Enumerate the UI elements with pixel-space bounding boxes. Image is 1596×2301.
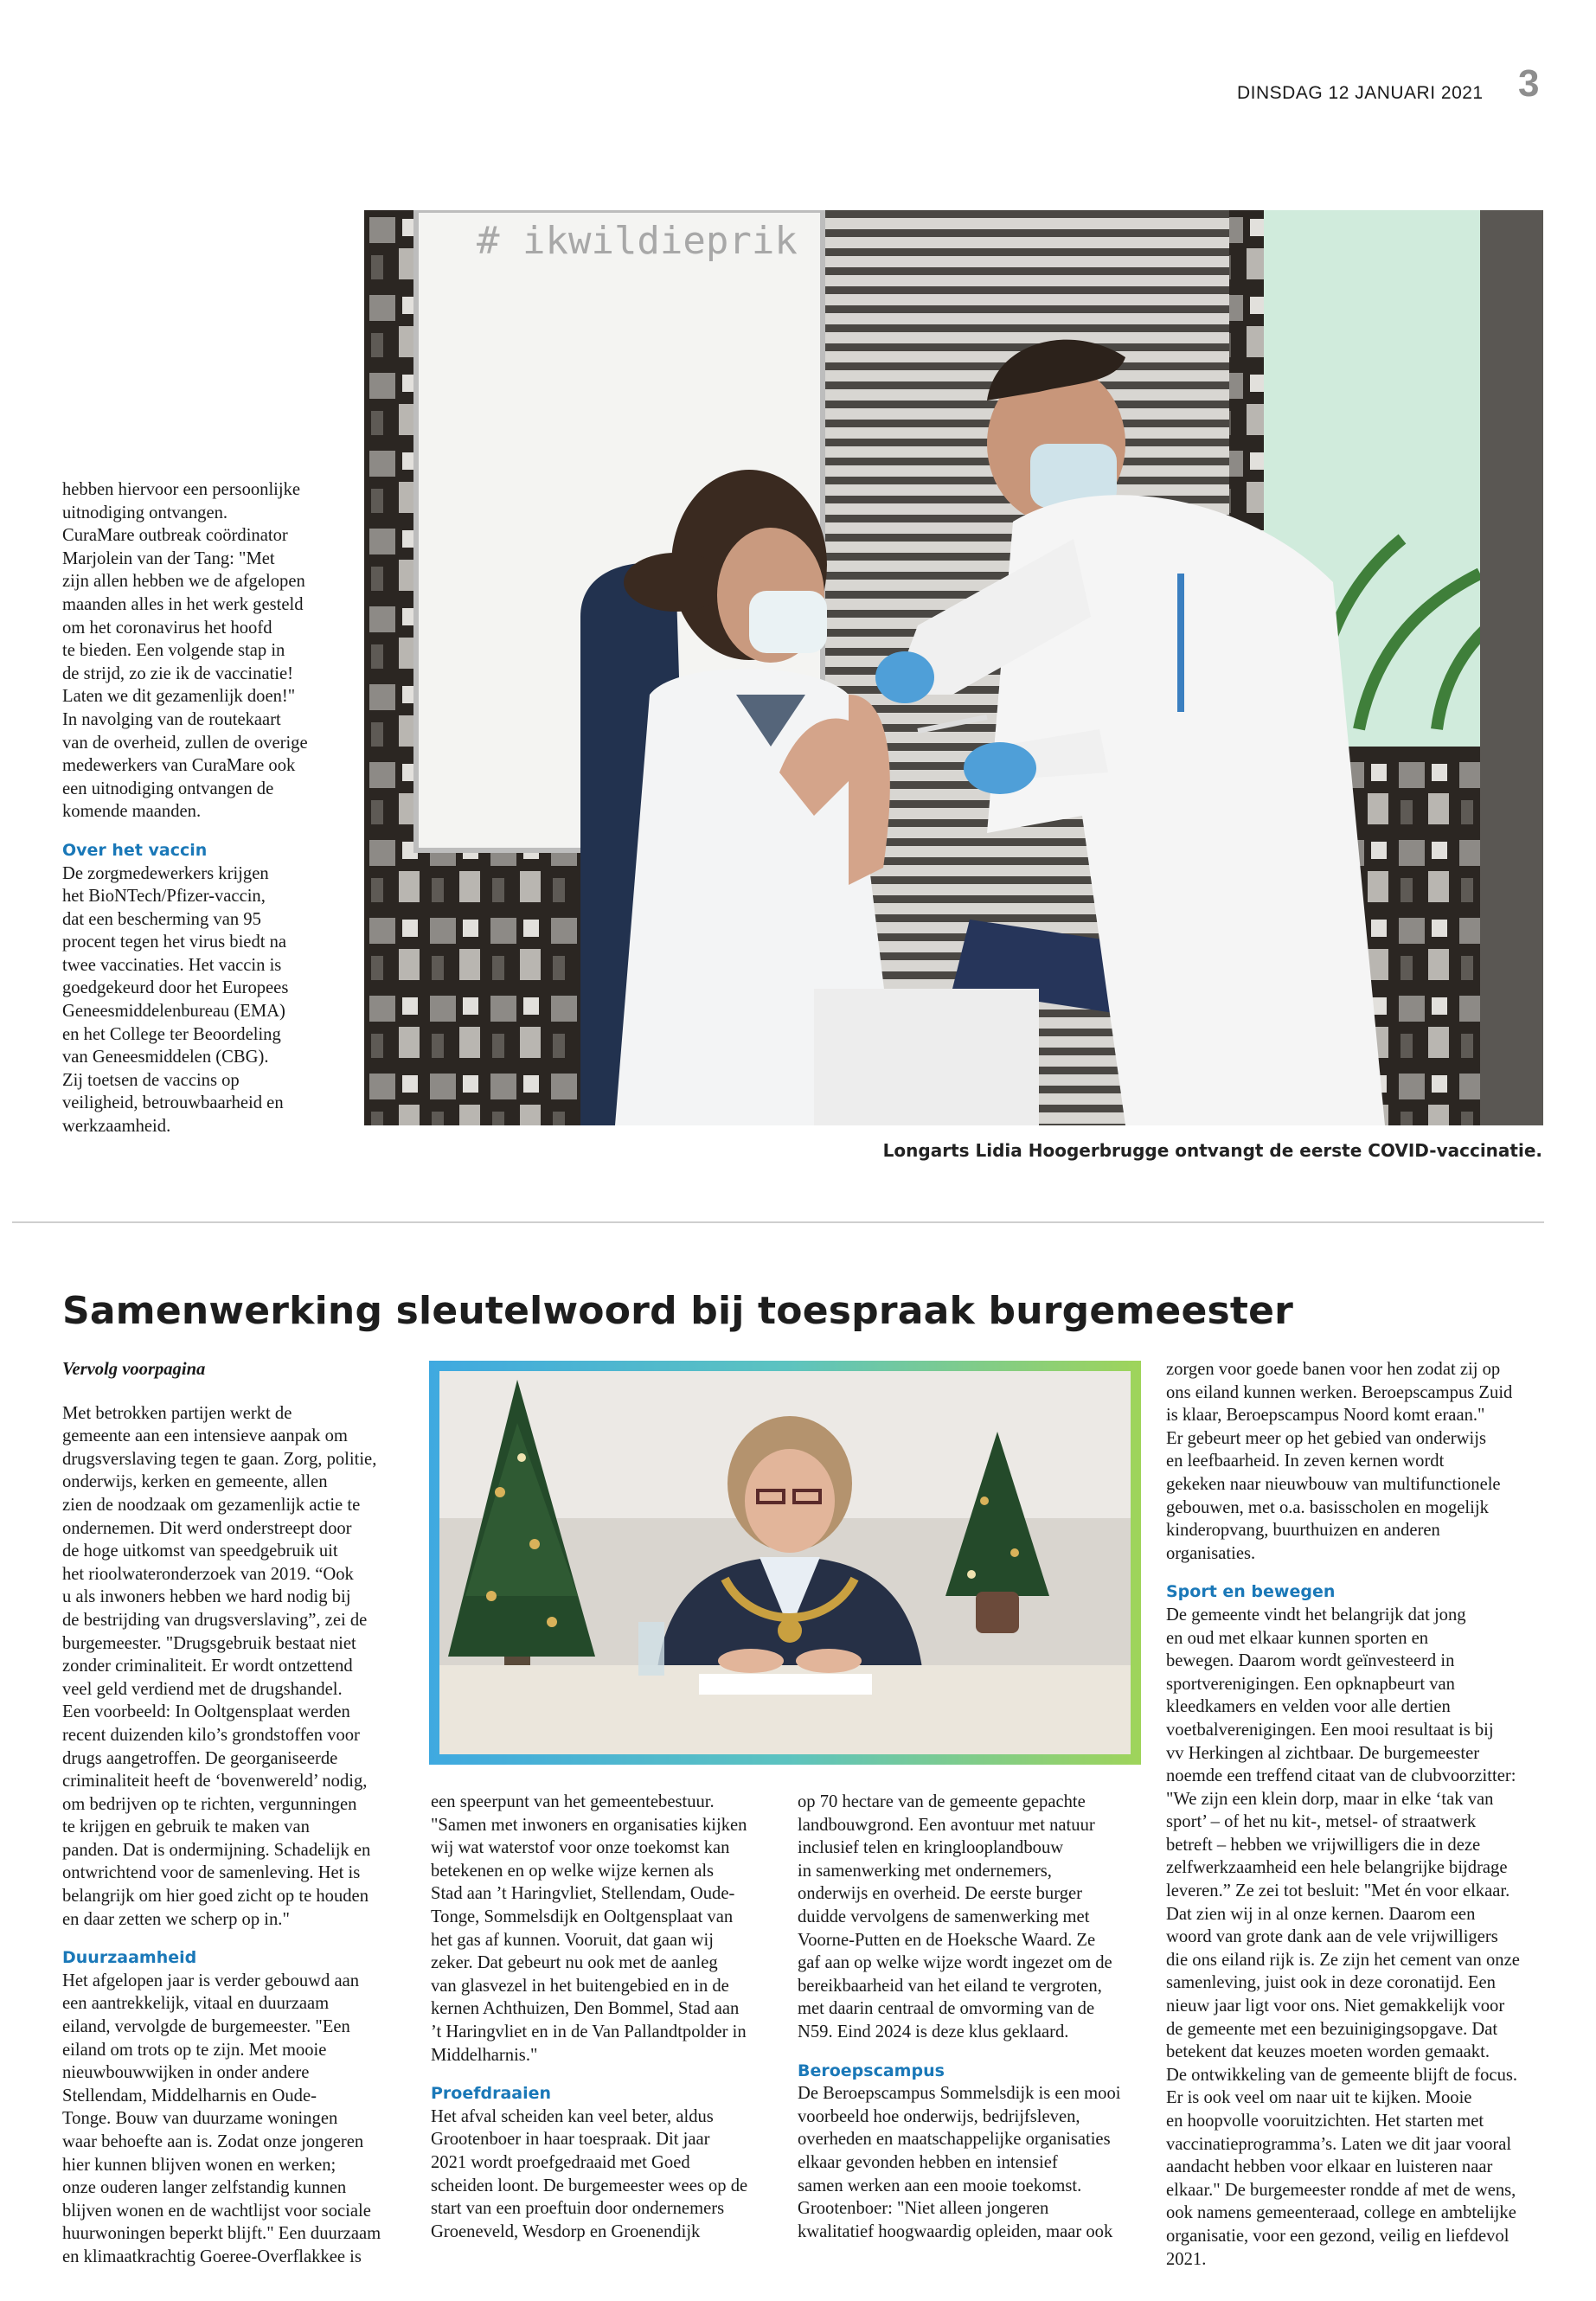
- text-line: inclusief telen en kringlooplandbouw: [798, 1838, 1064, 1858]
- text-line: van Geneesmiddelen (CBG).: [62, 1048, 269, 1067]
- text-line: Zij toetsen de vaccins op: [62, 1070, 240, 1090]
- text-line: met daarin centraal de omvorming van de: [798, 1999, 1095, 2019]
- text-line: De gemeente vindt het belangrijk dat jong: [1166, 1605, 1466, 1625]
- text-line: landbouwgrond. Een avontuur met natuur: [798, 1815, 1095, 1835]
- text-line: voetbalverenigingen. Een mooi resultaat is bij: [1166, 1720, 1494, 1740]
- text-line: ook namens gemeenteraad, college en ambtelijke: [1166, 2203, 1516, 2223]
- text-line: Er gebeurt meer op het gebied van onderwijs: [1166, 1428, 1486, 1448]
- text-line: dat een bescherming van 95: [62, 909, 261, 929]
- text-line: Tonge, Sommelsdijk en Ooltgensplaat van: [431, 1907, 734, 1926]
- text-line: eiland, vervolgde de burgemeester. "Een: [62, 2017, 350, 2037]
- subhead-proefdraaien: Proefdraaien: [431, 2084, 552, 2104]
- text-line: Het afval scheiden kan veel beter, aldus: [431, 2106, 714, 2126]
- text-line: Grootenboer in haar toespraak. Dit jaar: [431, 2130, 710, 2150]
- text-line: het BioNTech/Pfizer-vaccin,: [62, 887, 266, 907]
- text-line: 2021.: [1166, 2249, 1207, 2269]
- column-1-text-2: [62, 1970, 417, 2269]
- text-line: van de overheid, zullen de overige: [62, 733, 308, 753]
- text-line: die ons eiland rijk is. Ze zijn het cement van onze: [1166, 1950, 1520, 1970]
- text-line: kinderopvang, buurthuizen en anderen: [1166, 1521, 1440, 1541]
- text-line: Stellendam, Middelharnis en Oude-: [62, 2086, 317, 2106]
- text-line: en daar zetten we scherp op in.": [62, 1909, 290, 1929]
- column-1-text: [62, 1402, 417, 1932]
- text-line: De ontwikkeling van de gemeente blijft de focus.: [1166, 2065, 1518, 2085]
- text-line: gekeken naar nieuwbouw van multifunctionele: [1166, 1474, 1501, 1494]
- issue-date: DINSDAG 12 JANUARI 2021: [1237, 83, 1484, 103]
- text-line: hebben hiervoor een persoonlijke: [62, 480, 301, 499]
- text-line: u als inwoners hebben we hard nodig bij: [62, 1587, 351, 1607]
- text-line: Geneesmiddelenbureau (EMA): [62, 1002, 285, 1022]
- text-line: ondernemen. Dit werd onderstreept door: [62, 1518, 352, 1538]
- text-line: Een voorbeeld: In Ooltgensplaat werden: [62, 1702, 350, 1722]
- text-line: samen werken aan een mooie toekomst.: [798, 2176, 1082, 2195]
- text-line: onderwijs, kerken en gemeente, allen: [62, 1472, 328, 1492]
- article-column-1: [62, 1358, 417, 2269]
- text-line: hier kunnen blijven wonen en werken;: [62, 2155, 337, 2175]
- text-line: overheden en maatschappelijke organisaties: [798, 2130, 1111, 2150]
- text-line: Marjolein van der Tang: "Met: [62, 548, 275, 568]
- text-line: CuraMare outbreak coördinator: [62, 526, 288, 546]
- text-line: "Samen met inwoners en organisaties kijken: [431, 1815, 747, 1835]
- text-line: Grootenboer: "Niet alleen jongeren: [798, 2199, 1049, 2219]
- text-line: criminaliteit heeft de ‘bovenwereld’ nodig,: [62, 1772, 368, 1791]
- text-line: Er is ook veel om naar uit te kijken. Mooie: [1166, 2088, 1472, 2108]
- text-line: kernen Achthuizen, Den Bommel, Stad aan: [431, 1999, 740, 2019]
- text-line: voorbeeld hoe onderwijs, bedrijfsleven,: [798, 2106, 1080, 2126]
- text-line: samenleving, juist ook in deze coronatijd. Een: [1166, 1973, 1496, 1993]
- text-line: Groeneveld, Wesdorp en Groenendijk: [431, 2221, 701, 2241]
- text-line: drugsverslaving tegen te gaan. Zorg, politie,: [62, 1449, 377, 1469]
- article-column-2: [431, 1791, 785, 2243]
- text-line: scheiden loont. De burgemeester wees op de: [431, 2176, 748, 2195]
- text-line: sportverenigingen. Een opknapbeurt van: [1166, 1674, 1455, 1694]
- text-line: en hoopvolle vooruitzichten. Het starten met: [1166, 2112, 1484, 2131]
- text-line: het gas af kunnen. Vooruit, dat gaan wij: [431, 1930, 714, 1950]
- board-hashtag: # ikwildieprik: [477, 219, 798, 263]
- text-line: medewerkers van CuraMare ook: [62, 756, 296, 776]
- text-line: de hoge uitkomst van speedgebruik uit: [62, 1541, 338, 1561]
- column-3-text: [798, 1791, 1152, 2044]
- column-2-text-2: [431, 2106, 785, 2244]
- mayor-photo: [439, 1371, 1131, 1754]
- text-line: drugs aangetroffen. De georganiseerde: [62, 1748, 338, 1768]
- article-column-4: [1166, 1358, 1547, 2271]
- text-line: twee vaccinaties. Het vaccin is: [62, 955, 282, 975]
- text-line: In navolging van de routekaart: [62, 709, 281, 729]
- text-line: Tonge. Bouw van duurzame woningen: [62, 2109, 338, 2129]
- text-line: procent tegen het virus biedt na: [62, 933, 287, 952]
- text-line: zonder criminaliteit. Er wordt ontzettend: [62, 1657, 353, 1676]
- text-line: betekent dat keuzes moeten worden gemaakt.: [1166, 2042, 1490, 2062]
- text-line: Laten we dit gezamenlijk doen!": [62, 687, 296, 707]
- text-line: betreft – hebben we vrijwilligers die in deze: [1166, 1835, 1481, 1855]
- text-line: panden. Dat is ondermijning. Schadelijk en: [62, 1840, 371, 1860]
- text-line: zijn allen hebben we de afgelopen: [62, 572, 305, 592]
- text-line: onderwijs en overheid. De eerste burger: [798, 1884, 1082, 1904]
- text-line: zorgen voor goede banen voor hen zodat zij op: [1166, 1360, 1501, 1379]
- text-line: woord van grote dank aan de vele vrijwilligers: [1166, 1927, 1498, 1947]
- text-line: 2021 wordt proefgedraaid met Goed: [431, 2152, 690, 2172]
- text-line: te krijgen en gebruik te maken van: [62, 1817, 310, 1837]
- text-line: kleedkamers en velden voor alle dertien: [1166, 1697, 1451, 1717]
- text-line: vv Herkingen al zichtbaar. De burgemeester: [1166, 1743, 1480, 1763]
- column-4-text: [1166, 1358, 1547, 1565]
- text-line: eiland om trots op te zijn. Met mooie: [62, 2040, 327, 2060]
- article-headline: Samenwerking sleutelwoord bij toespraak burgemeester: [62, 1289, 1294, 1333]
- text-line: maanden alles in het werk gesteld: [62, 594, 304, 614]
- text-line: betekenen en op welke wijze kernen als: [431, 1861, 715, 1881]
- text-line: het rioolwateronderzoek van 2019. “Ook: [62, 1564, 354, 1584]
- text-line: in samenwerking met ondernemers,: [798, 1861, 1052, 1881]
- text-line: recent duizenden kilo’s grondstoffen voor: [62, 1725, 360, 1745]
- text-line: Met betrokken partijen werkt de: [62, 1403, 292, 1423]
- text-line: zeker. Dat gebeurt nu ook met de aanleg: [431, 1953, 718, 1973]
- text-line: een uitnodiging ontvangen de: [62, 779, 274, 798]
- text-line: de bestrijding van drugsverslaving”, zei de: [62, 1610, 368, 1630]
- section-divider: [12, 1221, 1544, 1223]
- top-column: [62, 478, 356, 1138]
- text-line: bewegen. Daarom wordt geïnvesteerd in: [1166, 1651, 1455, 1671]
- text-line: waar behoefte aan is. Zodat onze jongeren: [62, 2132, 364, 2151]
- text-line: Het afgelopen jaar is verder gebouwd aan: [62, 1971, 360, 1990]
- text-line: organisatie, voor een gezond, veilig en liefdevol: [1166, 2226, 1509, 2246]
- text-line: ons eiland kunnen werken. Beroepscampus Zuid: [1166, 1382, 1513, 1402]
- text-line: De Beroepscampus Sommelsdijk is een mooi: [798, 2084, 1121, 2104]
- text-line: bereikbaarheid van het eiland te vergroten,: [798, 1976, 1102, 1996]
- text-line: duidde vervolgens de samenwerking met: [798, 1907, 1090, 1926]
- vaccination-photo: [364, 210, 1543, 1125]
- text-line: kwalitatief hoogwaardig opleiden, maar ook: [798, 2221, 1113, 2241]
- text-line: gebouwen, met o.a. basisscholen en mogelijk: [1166, 1497, 1489, 1517]
- text-line: belangrijk om hier goed zicht op te houden: [62, 1887, 369, 1907]
- subhead-over-het-vaccin: Over het vaccin: [62, 840, 208, 860]
- text-line: de strijd, zo zie ik de vaccinatie!: [62, 663, 294, 683]
- text-line: komende maanden.: [62, 802, 202, 822]
- vaccination-photo-illustration: [364, 210, 1543, 1125]
- text-line: leveren.” Ze zei tot besluit: "Met én voor elkaar.: [1166, 1881, 1510, 1901]
- text-line: nieuwbouwwijken in onder andere: [62, 2063, 310, 2083]
- subhead-sport-en-bewegen: Sport en bewegen: [1166, 1582, 1336, 1602]
- column-3-text-2: [798, 2082, 1152, 2243]
- column-2-text: [431, 1791, 785, 2067]
- text-line: N59. Eind 2024 is deze klus geklaard.: [798, 2022, 1069, 2041]
- text-line: gemeente aan een intensieve aanpak om: [62, 1426, 348, 1446]
- column-4-text-2: [1166, 1604, 1547, 2271]
- text-line: Stad aan ’t Haringvliet, Stellendam, Oude-: [431, 1884, 735, 1904]
- text-line: Dat zien wij in al onze kernen. Daarom een: [1166, 1904, 1476, 1924]
- text-line: om het coronavirus het hoofd: [62, 618, 272, 638]
- text-line: wij wat waterstof voor onze toekomst kan: [431, 1838, 730, 1858]
- text-line: en oud met elkaar kunnen sporten en: [1166, 1628, 1429, 1648]
- text-line: en leefbaarheid. In zeven kernen wordt: [1166, 1452, 1445, 1471]
- text-line: vaccinatieprogramma’s. Laten we dit jaar vooral: [1166, 2134, 1512, 2154]
- text-line: Voorne-Putten en de Hoeksche Waard. Ze: [798, 1930, 1096, 1950]
- subhead-duurzaamheid: Duurzaamheid: [62, 1948, 197, 1968]
- text-line: elkaar gevonden hebben en intensief: [798, 2152, 1058, 2172]
- text-line: veel geld verdiend met de drugshandel.: [62, 1679, 343, 1699]
- page-number: 3: [1518, 62, 1540, 105]
- text-line: aandacht hebben voor elkaar en luisteren naar: [1166, 2157, 1493, 2177]
- text-line: om bedrijven op te richten, vergunningen: [62, 1794, 357, 1814]
- text-line: van glasvezel in het buitengebied en in de: [431, 1976, 729, 1996]
- text-line: sport’ – of het nu kit-, metsel- of straatwerk: [1166, 1812, 1477, 1832]
- text-line: is klaar, Beroepscampus Noord komt eraan.": [1166, 1406, 1485, 1426]
- text-line: goedgekeurd door het Europees: [62, 978, 289, 998]
- text-line: noemde een treffend citaat van de clubvoorzitter:: [1166, 1766, 1516, 1786]
- text-line: de gemeente met een bezuinigingsopgave. Dat: [1166, 2019, 1498, 2039]
- text-line: nieuw jaar ligt voor ons. Niet gemakkelijk voor: [1166, 1997, 1505, 2016]
- text-line: "We zijn een klein dorp, maar in elke ‘tak van: [1166, 1789, 1494, 1809]
- text-line: werkzaamheid.: [62, 1117, 171, 1137]
- text-line: ’t Haringvliet en in de Van Pallandtpolder in: [431, 2022, 747, 2041]
- text-line: burgemeester. "Drugsgebruik bestaat niet: [62, 1633, 356, 1653]
- article-column-3: [798, 1791, 1152, 2243]
- text-line: huurwoningen beperkt blijft." Een duurzaam: [62, 2224, 381, 2244]
- text-line: zelfwerkzaamheid een hele belangrijke bijdrage: [1166, 1858, 1508, 1878]
- text-line: ontwrichtend voor de samenleving. Het is: [62, 1863, 361, 1883]
- mayor-photo-illustration: [439, 1371, 1131, 1754]
- subhead-beroepscampus: Beroepscampus: [798, 2061, 945, 2080]
- text-line: en klimaatkrachtig Goeree-Overflakkee is: [62, 2247, 362, 2266]
- text-line: zien de noodzaak om gezamenlijk actie te: [62, 1495, 361, 1515]
- text-line: onze ouderen langer zelfstandig kunnen: [62, 2178, 347, 2198]
- text-line: een aantrekkelijk, vitaal en duurzaam: [62, 1994, 330, 2014]
- top-column-text: [62, 478, 356, 824]
- text-line: te bieden. Een volgende stap in: [62, 641, 285, 661]
- text-line: organisaties.: [1166, 1543, 1256, 1563]
- text-line: uitnodiging ontvangen.: [62, 503, 228, 522]
- mayor-photo-frame: [429, 1361, 1141, 1765]
- kicker: Vervolg voorpagina: [62, 1360, 206, 1379]
- text-line: gaf aan op welke wijze wordt ingezet om de: [798, 1953, 1112, 1973]
- text-line: elkaar." De burgemeester rondde af met de wens,: [1166, 2180, 1516, 2200]
- text-line: veiligheid, betrouwbaarheid en: [62, 1093, 284, 1113]
- text-line: start van een proeftuin door ondernemers: [431, 2199, 725, 2219]
- text-line: De zorgmedewerkers krijgen: [62, 863, 269, 883]
- photo-caption: Longarts Lidia Hoogerbrugge ontvangt de eerste COVID-vaccinatie.: [882, 1140, 1542, 1161]
- text-line: en het College ter Beoordeling: [62, 1024, 281, 1044]
- text-line: op 70 hectare van de gemeente gepachte: [798, 1792, 1086, 1811]
- text-line: een speerpunt van het gemeentebestuur.: [431, 1792, 715, 1811]
- text-line: Middelharnis.": [431, 2045, 538, 2065]
- text-line: blijven wonen en de wachtlijst voor sociale: [62, 2201, 371, 2221]
- top-column-text-2: [62, 862, 356, 1138]
